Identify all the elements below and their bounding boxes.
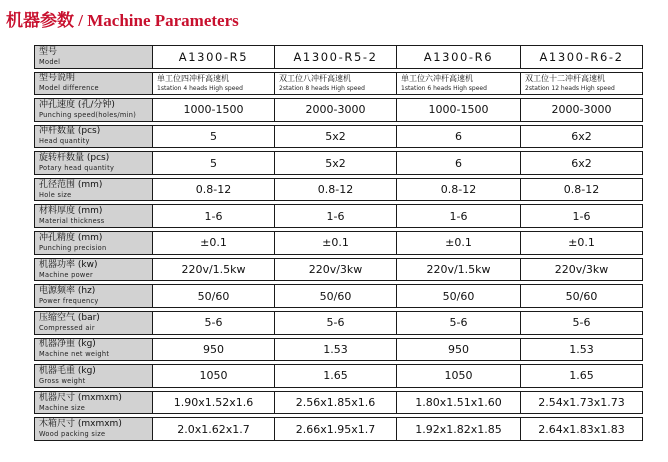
model-row: [34, 45, 643, 69]
value-cell: 5: [152, 125, 274, 149]
value-cell: 5-6: [152, 311, 274, 335]
value-cell: 950: [396, 338, 520, 362]
value-cell: 1.53: [520, 338, 643, 362]
model-cell: A1300-R6: [396, 45, 520, 69]
value-cell: 0.8-12: [152, 178, 274, 202]
value-cell: 2.66x1.95x1.7: [274, 417, 396, 441]
parameter-row: [34, 231, 643, 255]
difference-cell: 单工位六冲杆高速机 1station 6 heads High speed: [396, 72, 520, 96]
value-cell: 220v/1.5kw: [396, 258, 520, 282]
row-label: 型号说明 Model difference: [34, 72, 152, 96]
value-cell: 5-6: [396, 311, 520, 335]
difference-cell: 双工位八冲杆高速机 2station 8 heads High speed: [274, 72, 396, 96]
row-label: 材料厚度 (mm) Material thickness: [34, 204, 152, 228]
value-cell: 1050: [396, 364, 520, 388]
value-cell: 1.92x1.82x1.85: [396, 417, 520, 441]
value-cell: ±0.1: [152, 231, 274, 255]
difference-cell: 双工位十二冲杆高速机 2station 12 heads High speed: [520, 72, 643, 96]
value-cell: 6: [396, 125, 520, 149]
value-cell: 6: [396, 151, 520, 175]
row-label: 冲孔精度 (mm) Punching precision: [34, 231, 152, 255]
value-cell: 0.8-12: [274, 178, 396, 202]
value-cell: 2.54x1.73x1.73: [520, 391, 643, 415]
value-cell: 2.0x1.62x1.7: [152, 417, 274, 441]
value-cell: ±0.1: [520, 231, 643, 255]
value-cell: 6x2: [520, 151, 643, 175]
value-cell: 50/60: [396, 284, 520, 308]
value-cell: 0.8-12: [520, 178, 643, 202]
parameter-row: [34, 284, 643, 308]
page-title: 机器参数 / Machine Parameters: [6, 11, 239, 30]
row-label: 旋转杆数量 (pcs) Potary head quantity: [34, 151, 152, 175]
row-label: 机器功率 (kw) Machine power: [34, 258, 152, 282]
value-cell: 50/60: [520, 284, 643, 308]
value-cell: 1.65: [520, 364, 643, 388]
value-cell: 50/60: [152, 284, 274, 308]
value-cell: 1050: [152, 364, 274, 388]
value-cell: 2000-3000: [520, 98, 643, 122]
value-cell: 220v/3kw: [274, 258, 396, 282]
parameter-row: [34, 151, 643, 175]
parameter-row: [34, 98, 643, 122]
value-cell: 2.64x1.83x1.83: [520, 417, 643, 441]
parameter-row: [34, 204, 643, 228]
value-cell: 1-6: [152, 204, 274, 228]
row-label: 冲杆数量 (pcs) Head quantity: [34, 125, 152, 149]
value-cell: ±0.1: [396, 231, 520, 255]
row-label: 冲孔速度 (孔/分钟) Punching speed(holes/min): [34, 98, 152, 122]
row-label: 木箱尺寸 (mxmxm) Wood packing size: [34, 417, 152, 441]
value-cell: 220v/1.5kw: [152, 258, 274, 282]
value-cell: 0.8-12: [396, 178, 520, 202]
model-cell: A1300-R5: [152, 45, 274, 69]
value-cell: 2000-3000: [274, 98, 396, 122]
parameter-row: [34, 391, 643, 415]
parameter-row: [34, 258, 643, 282]
value-cell: 220v/3kw: [520, 258, 643, 282]
value-cell: 5-6: [520, 311, 643, 335]
parameter-row: [34, 338, 643, 362]
value-cell: 1-6: [274, 204, 396, 228]
row-label: 机器尺寸 (mxmxm) Machine size: [34, 391, 152, 415]
value-cell: 5x2: [274, 125, 396, 149]
value-cell: 1-6: [520, 204, 643, 228]
value-cell: 1000-1500: [396, 98, 520, 122]
parameter-row: [34, 417, 643, 441]
spec-table: [34, 42, 643, 444]
value-cell: 5-6: [274, 311, 396, 335]
row-label: 机器净重 (kg) Machine net weight: [34, 338, 152, 362]
parameter-row: [34, 311, 643, 335]
row-label: 压缩空气 (bar) Compressed air: [34, 311, 152, 335]
parameter-row: [34, 125, 643, 149]
model-cell: A1300-R6-2: [520, 45, 643, 69]
value-cell: 2.56x1.85x1.6: [274, 391, 396, 415]
value-cell: 1000-1500: [152, 98, 274, 122]
parameter-row: [34, 178, 643, 202]
parameter-rows: [34, 98, 643, 441]
row-label: 机器毛重 (kg) Gross weight: [34, 364, 152, 388]
value-cell: 950: [152, 338, 274, 362]
value-cell: 1.80x1.51x1.60: [396, 391, 520, 415]
parameter-row: [34, 364, 643, 388]
value-cell: 6x2: [520, 125, 643, 149]
value-cell: 1-6: [396, 204, 520, 228]
value-cell: 1.90x1.52x1.6: [152, 391, 274, 415]
difference-row: [34, 72, 643, 96]
value-cell: ±0.1: [274, 231, 396, 255]
row-label: 电源频率 (hz) Power frequency: [34, 284, 152, 308]
value-cell: 5x2: [274, 151, 396, 175]
value-cell: 1.65: [274, 364, 396, 388]
row-label: 型号 Model: [34, 45, 152, 69]
model-cell: A1300-R5-2: [274, 45, 396, 69]
difference-cell: 单工位四冲杆高速机 1station 4 heads High speed: [152, 72, 274, 96]
value-cell: 1.53: [274, 338, 396, 362]
row-label: 孔径范围 (mm) Hole size: [34, 178, 152, 202]
value-cell: 5: [152, 151, 274, 175]
value-cell: 50/60: [274, 284, 396, 308]
